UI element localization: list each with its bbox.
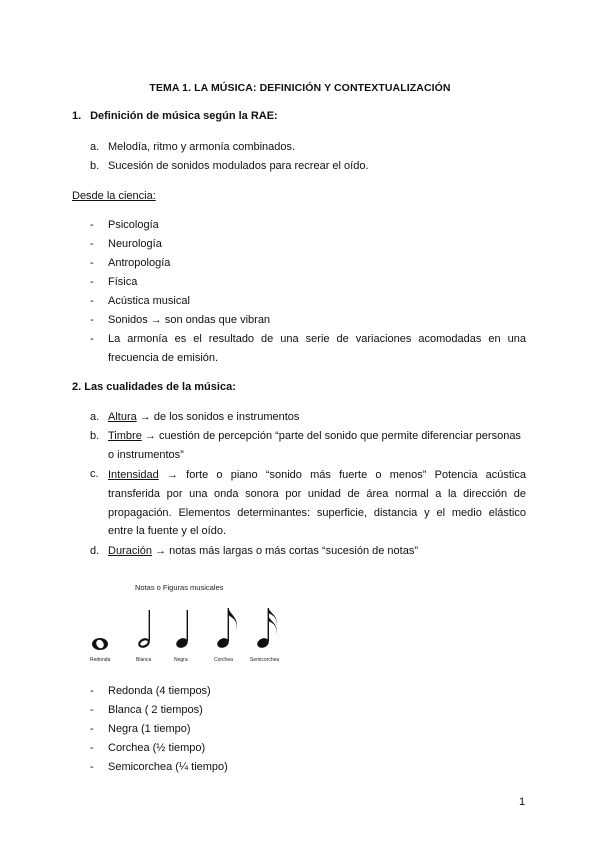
figure-label: Semicorchea xyxy=(250,657,280,663)
section-1-number: 1. xyxy=(72,110,82,122)
ciencia-item: Psicología xyxy=(108,219,159,231)
page-title: TEMA 1. LA MÚSICA: DEFINICIÓN Y CONTEXTUALIZACIÓN xyxy=(149,82,451,94)
dash: - xyxy=(90,761,94,773)
section-2-heading: 2. Las cualidades de la música: xyxy=(72,381,236,393)
note-duration-item: Semicorchea (¼ tiempo) xyxy=(108,761,228,773)
figure-label: Blanca xyxy=(136,657,152,663)
altura-item xyxy=(108,411,299,423)
semicorchea-note-icon xyxy=(256,608,277,650)
blanca-note-icon xyxy=(137,610,152,650)
timbre-text: → cuestión de percepción “parte del sonido que permite diferenciar personas xyxy=(141,430,521,442)
duracion-text: → notas más largas o más cortas “sucesión de notas” xyxy=(152,545,418,557)
figure-title: Notas o Figuras musicales xyxy=(135,583,224,592)
note-duration-item: Redonda (4 tiempos) xyxy=(108,685,211,697)
rae-definition-b: Sucesión de sonidos modulados para recrear el oído. xyxy=(108,160,369,172)
ciencia-item: Antropología xyxy=(108,257,171,269)
dash: - xyxy=(90,685,94,697)
dash: - xyxy=(90,276,94,288)
dash: - xyxy=(90,257,94,269)
timbre-text-cont: o instrumentos” xyxy=(108,449,184,461)
ciencia-item: Neurología xyxy=(108,238,162,250)
note-duration-item: Corchea (½ tiempo) xyxy=(108,742,206,754)
note-duration-item: Negra (1 tiempo) xyxy=(108,723,191,735)
timbre-item xyxy=(108,430,521,442)
corchea-note-icon xyxy=(216,608,237,650)
duracion-item xyxy=(108,545,418,557)
dash: - xyxy=(90,295,94,307)
armonia-line: La armonía es el resultado de una serie de variaciones acomodadas en una xyxy=(108,333,526,345)
page-number: 1 xyxy=(519,796,526,808)
rae-definition-a: Melodía, ritmo y armonía combinados. xyxy=(108,141,296,153)
intensidad-term: Intensidad xyxy=(108,469,159,481)
ciencia-heading: Desde la ciencia: xyxy=(72,190,156,202)
figure-label: Redonda xyxy=(90,657,111,663)
dash: - xyxy=(90,219,94,231)
dash: - xyxy=(90,314,94,326)
negra-note-icon xyxy=(175,610,190,650)
duracion-term: Duración xyxy=(108,545,153,557)
section-1-heading xyxy=(72,110,278,122)
dash: - xyxy=(90,333,94,345)
ciencia-item: Sonidos → son ondas que vibran xyxy=(108,314,271,326)
ciencia-item: Física xyxy=(108,276,138,288)
list-marker: b. xyxy=(90,160,100,172)
list-marker: a. xyxy=(90,411,100,423)
note-duration-item: Blanca ( 2 tiempos) xyxy=(108,704,203,716)
list-marker: d. xyxy=(90,545,100,557)
list-marker: c. xyxy=(90,468,99,480)
section-1-title: Definición de música según la RAE: xyxy=(90,110,278,122)
armonia-line: frecuencia de emisión. xyxy=(108,352,219,364)
figure-label: Negra xyxy=(174,657,188,663)
altura-term: Altura xyxy=(108,411,137,423)
timbre-term: Timbre xyxy=(108,430,142,442)
intensidad-text: → forte o piano “sonido más fuerte o menos” Potencia acústica xyxy=(158,469,526,481)
dash: - xyxy=(90,723,94,735)
intensidad-item xyxy=(108,466,526,485)
altura-text: → de los sonidos e instrumentos xyxy=(136,411,300,423)
figure-label: Corchea xyxy=(214,657,233,663)
list-marker: b. xyxy=(90,430,100,442)
intensidad-text-cont: entre la fuente y el oído. xyxy=(108,525,227,537)
musical-figures-image xyxy=(90,578,302,668)
dash: - xyxy=(90,742,94,754)
list-marker: a. xyxy=(90,141,100,153)
dash: - xyxy=(90,704,94,716)
ciencia-item: Acústica musical xyxy=(108,295,190,307)
intensidad-text-cont: transferida por una onda sonora por unidad de área normal a la dirección de xyxy=(108,488,526,500)
intensidad-text-cont: propagación. Elementos determinantes: superficie, distancia y el medio elástico xyxy=(108,507,526,519)
redonda-note-icon xyxy=(92,638,108,650)
dash: - xyxy=(90,238,94,250)
